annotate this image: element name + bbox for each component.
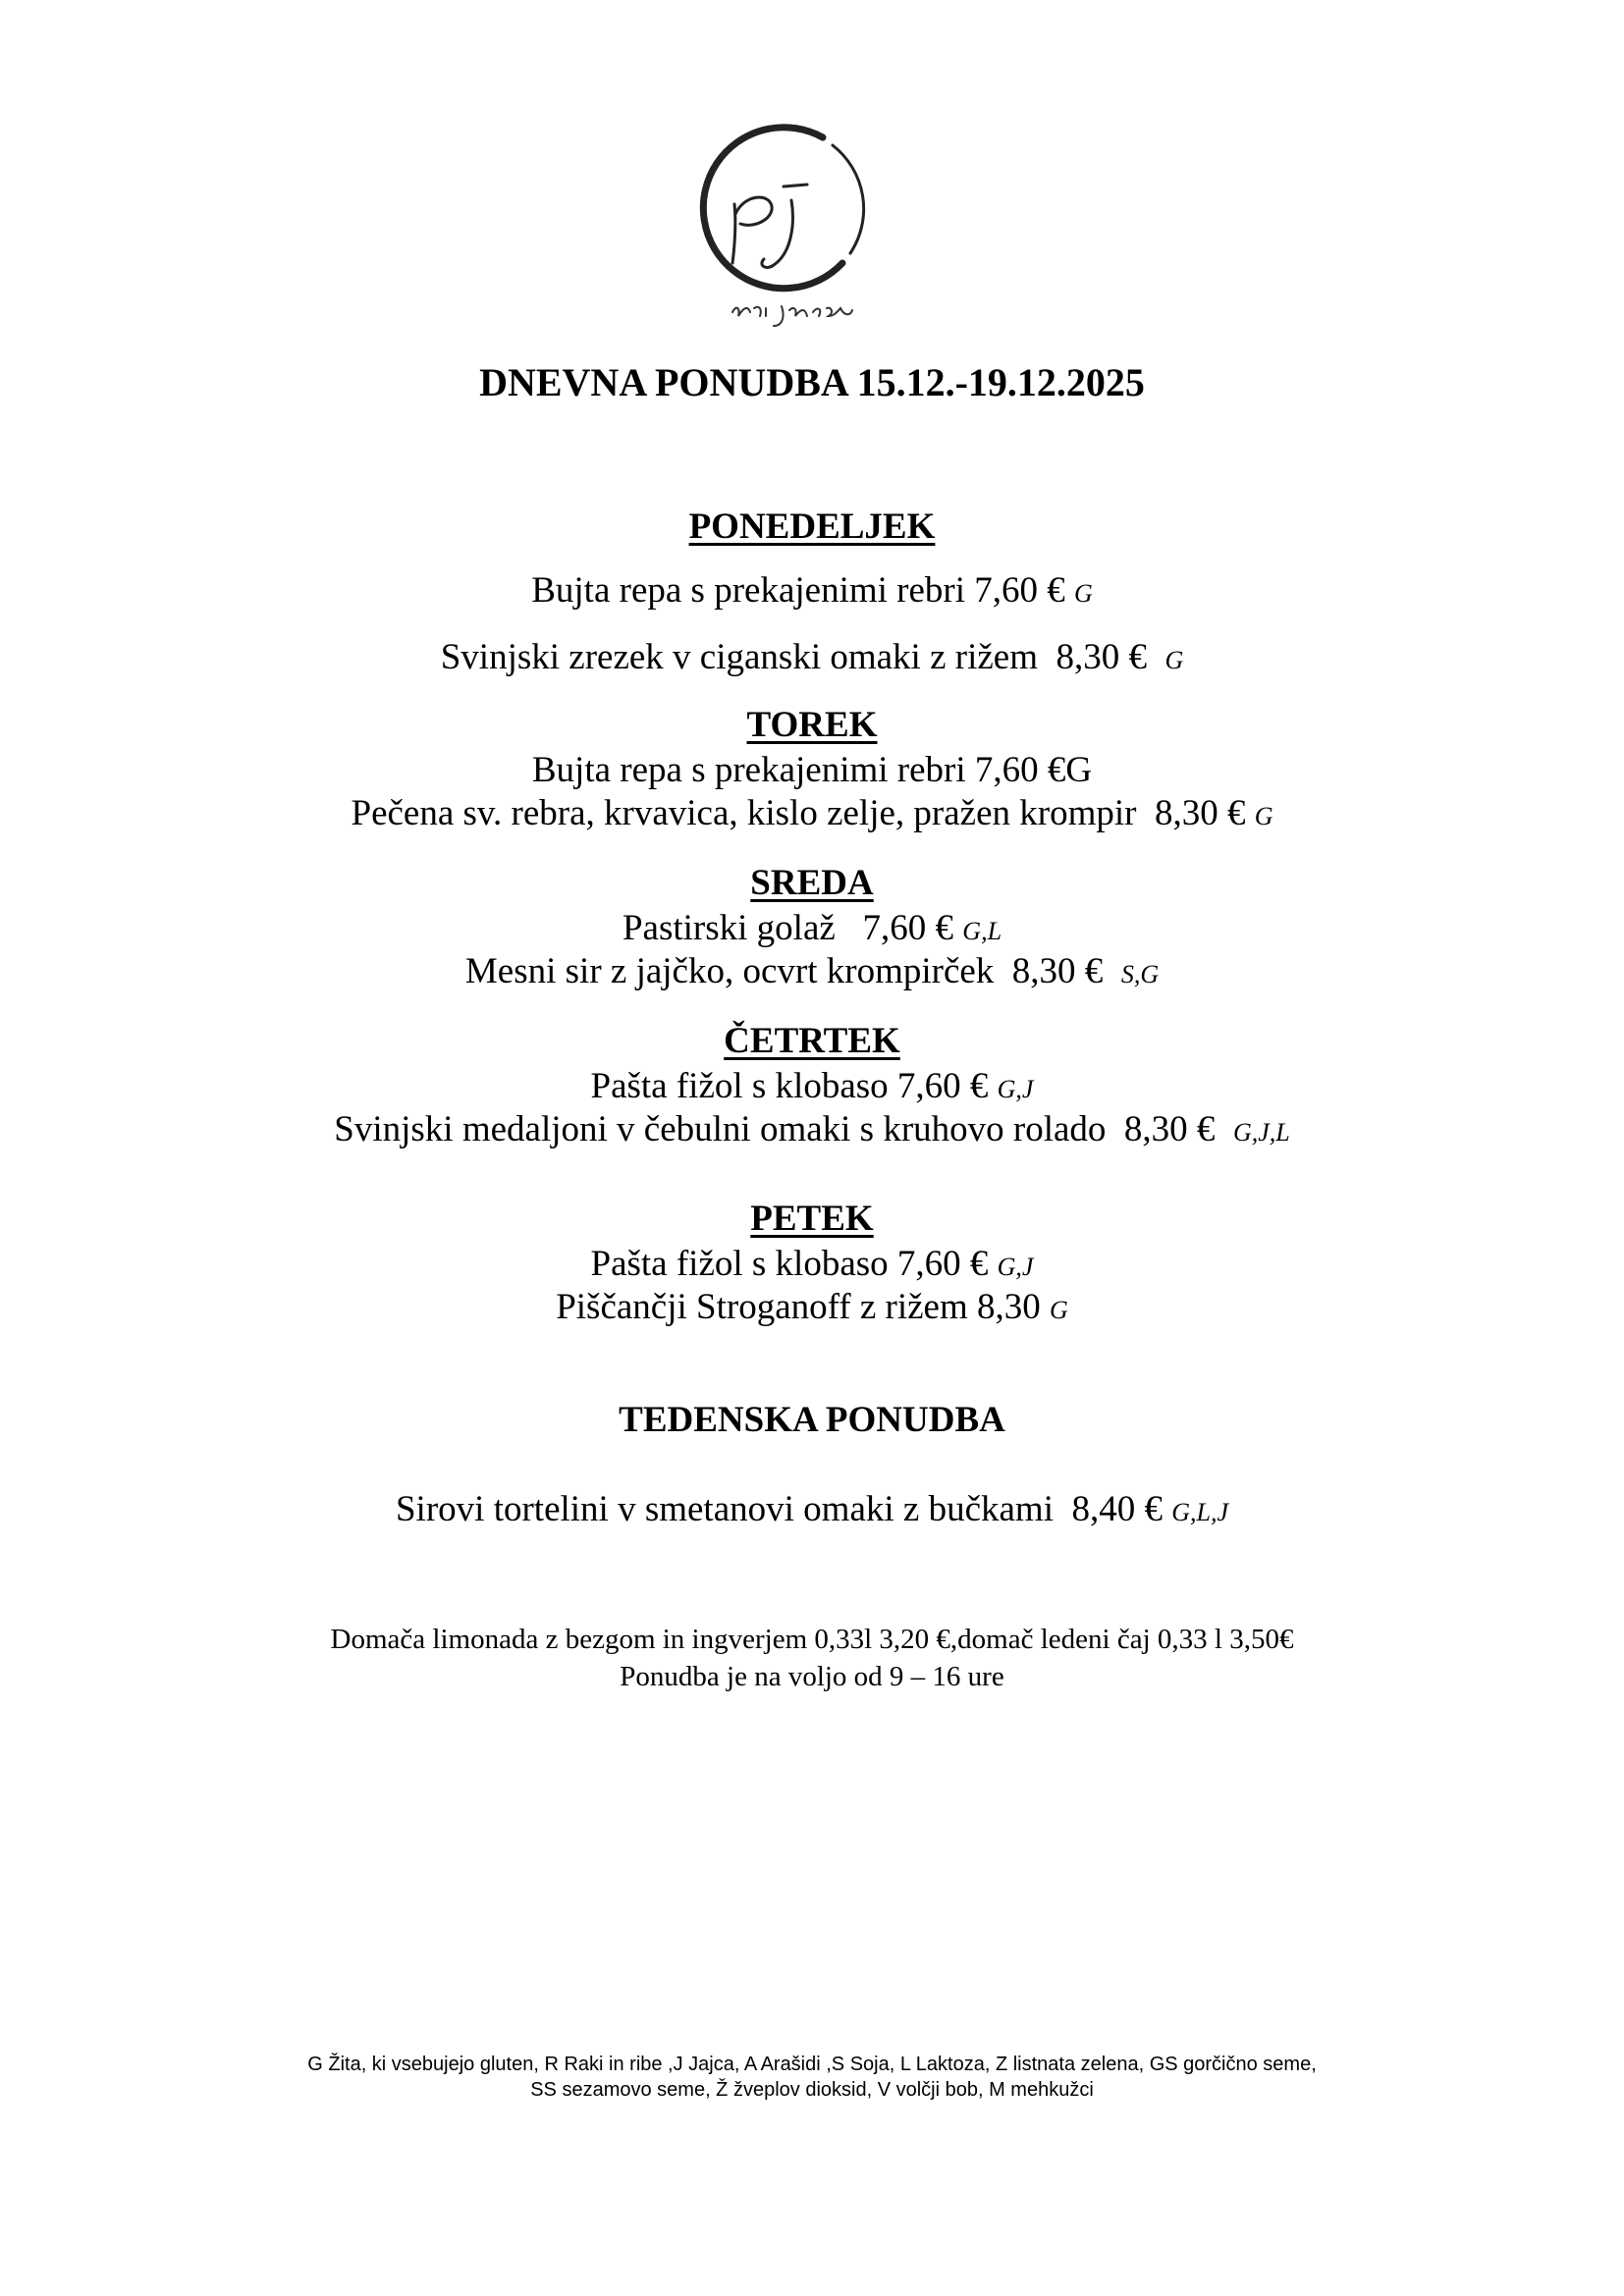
allergen-codes: G: [1164, 646, 1184, 674]
allergen-codes: G,L,J: [1171, 1498, 1229, 1526]
day-heading-thursday: ČETRTEK: [724, 1021, 900, 1061]
menu-item: Piščančji Stroganoff z rižem 8,30 G: [556, 1287, 1068, 1327]
page-title: DNEVNA PONUDBA 15.12.-19.12.2025: [479, 360, 1145, 404]
weekly-offer-heading: TEDENSKA PONUDBA: [619, 1400, 1005, 1440]
drinks-note: Domača limonada z bezgom in ingverjem 0,33l 3,20 €,domač ledeni čaj 0,33 l 3,50€: [330, 1624, 1294, 1655]
menu-item: Svinjski zrezek v ciganski omaki z rižem 8,30 € G: [440, 637, 1184, 677]
menu-item: Svinjski medaljoni v čebulni omaki s kruhovo rolado 8,30 € G,J,L: [334, 1109, 1290, 1149]
allergen-codes: G,J: [997, 1075, 1034, 1103]
allergen-codes: G,L: [962, 917, 1002, 945]
menu-item: Mesni sir z jajčko, ocvrt krompirček 8,30 € S,G: [464, 951, 1160, 991]
hours-note: Ponudba je na voljo od 9 – 16 ure: [620, 1661, 1004, 1692]
allergen-codes: S,G: [1120, 960, 1160, 988]
allergen-codes: G: [1254, 802, 1273, 830]
restaurant-logo: [676, 116, 901, 332]
menu-item: Pašta fižol s klobaso 7,60 € G,J: [590, 1244, 1034, 1284]
day-heading-friday: PETEK: [750, 1199, 874, 1239]
allergen-legend-line-2: SS sezamovo seme, Ž žveplov dioksid, V volčji bob, M mehkužci: [530, 2079, 1094, 2101]
day-heading-wednesday: SREDA: [750, 863, 874, 903]
menu-item: Bujta repa s prekajenimi rebri 7,60 € G: [531, 570, 1093, 611]
allergen-codes: G: [1074, 579, 1093, 608]
menu-item: Pastirski golaž 7,60 € G,L: [622, 908, 1002, 948]
allergen-codes: G,J,L: [1232, 1118, 1290, 1147]
allergen-legend-line-1: G Žita, ki vsebujejo gluten, R Raki in ribe ,J Jajca, A Arašidi ,S Soja, L Laktoza, Z listnata zelena, GS gorčično seme,: [307, 2054, 1317, 2075]
menu-item: Pečena sv. rebra, krvavica, kislo zelje, pražen krompir 8,30 € G: [351, 793, 1273, 833]
menu-item: Bujta repa s prekajenimi rebri 7,60 €G: [531, 750, 1093, 790]
menu-item: Pašta fižol s klobaso 7,60 € G,J: [590, 1066, 1034, 1106]
day-heading-monday: PONEDELJEK: [688, 507, 936, 547]
allergen-codes: G,J: [997, 1253, 1034, 1281]
day-heading-tuesday: TOREK: [746, 705, 878, 745]
weekly-menu-item: Sirovi tortelini v smetanovi omaki z bučkami 8,40 € G,L,J: [395, 1489, 1229, 1529]
allergen-codes: G: [1050, 1296, 1068, 1324]
